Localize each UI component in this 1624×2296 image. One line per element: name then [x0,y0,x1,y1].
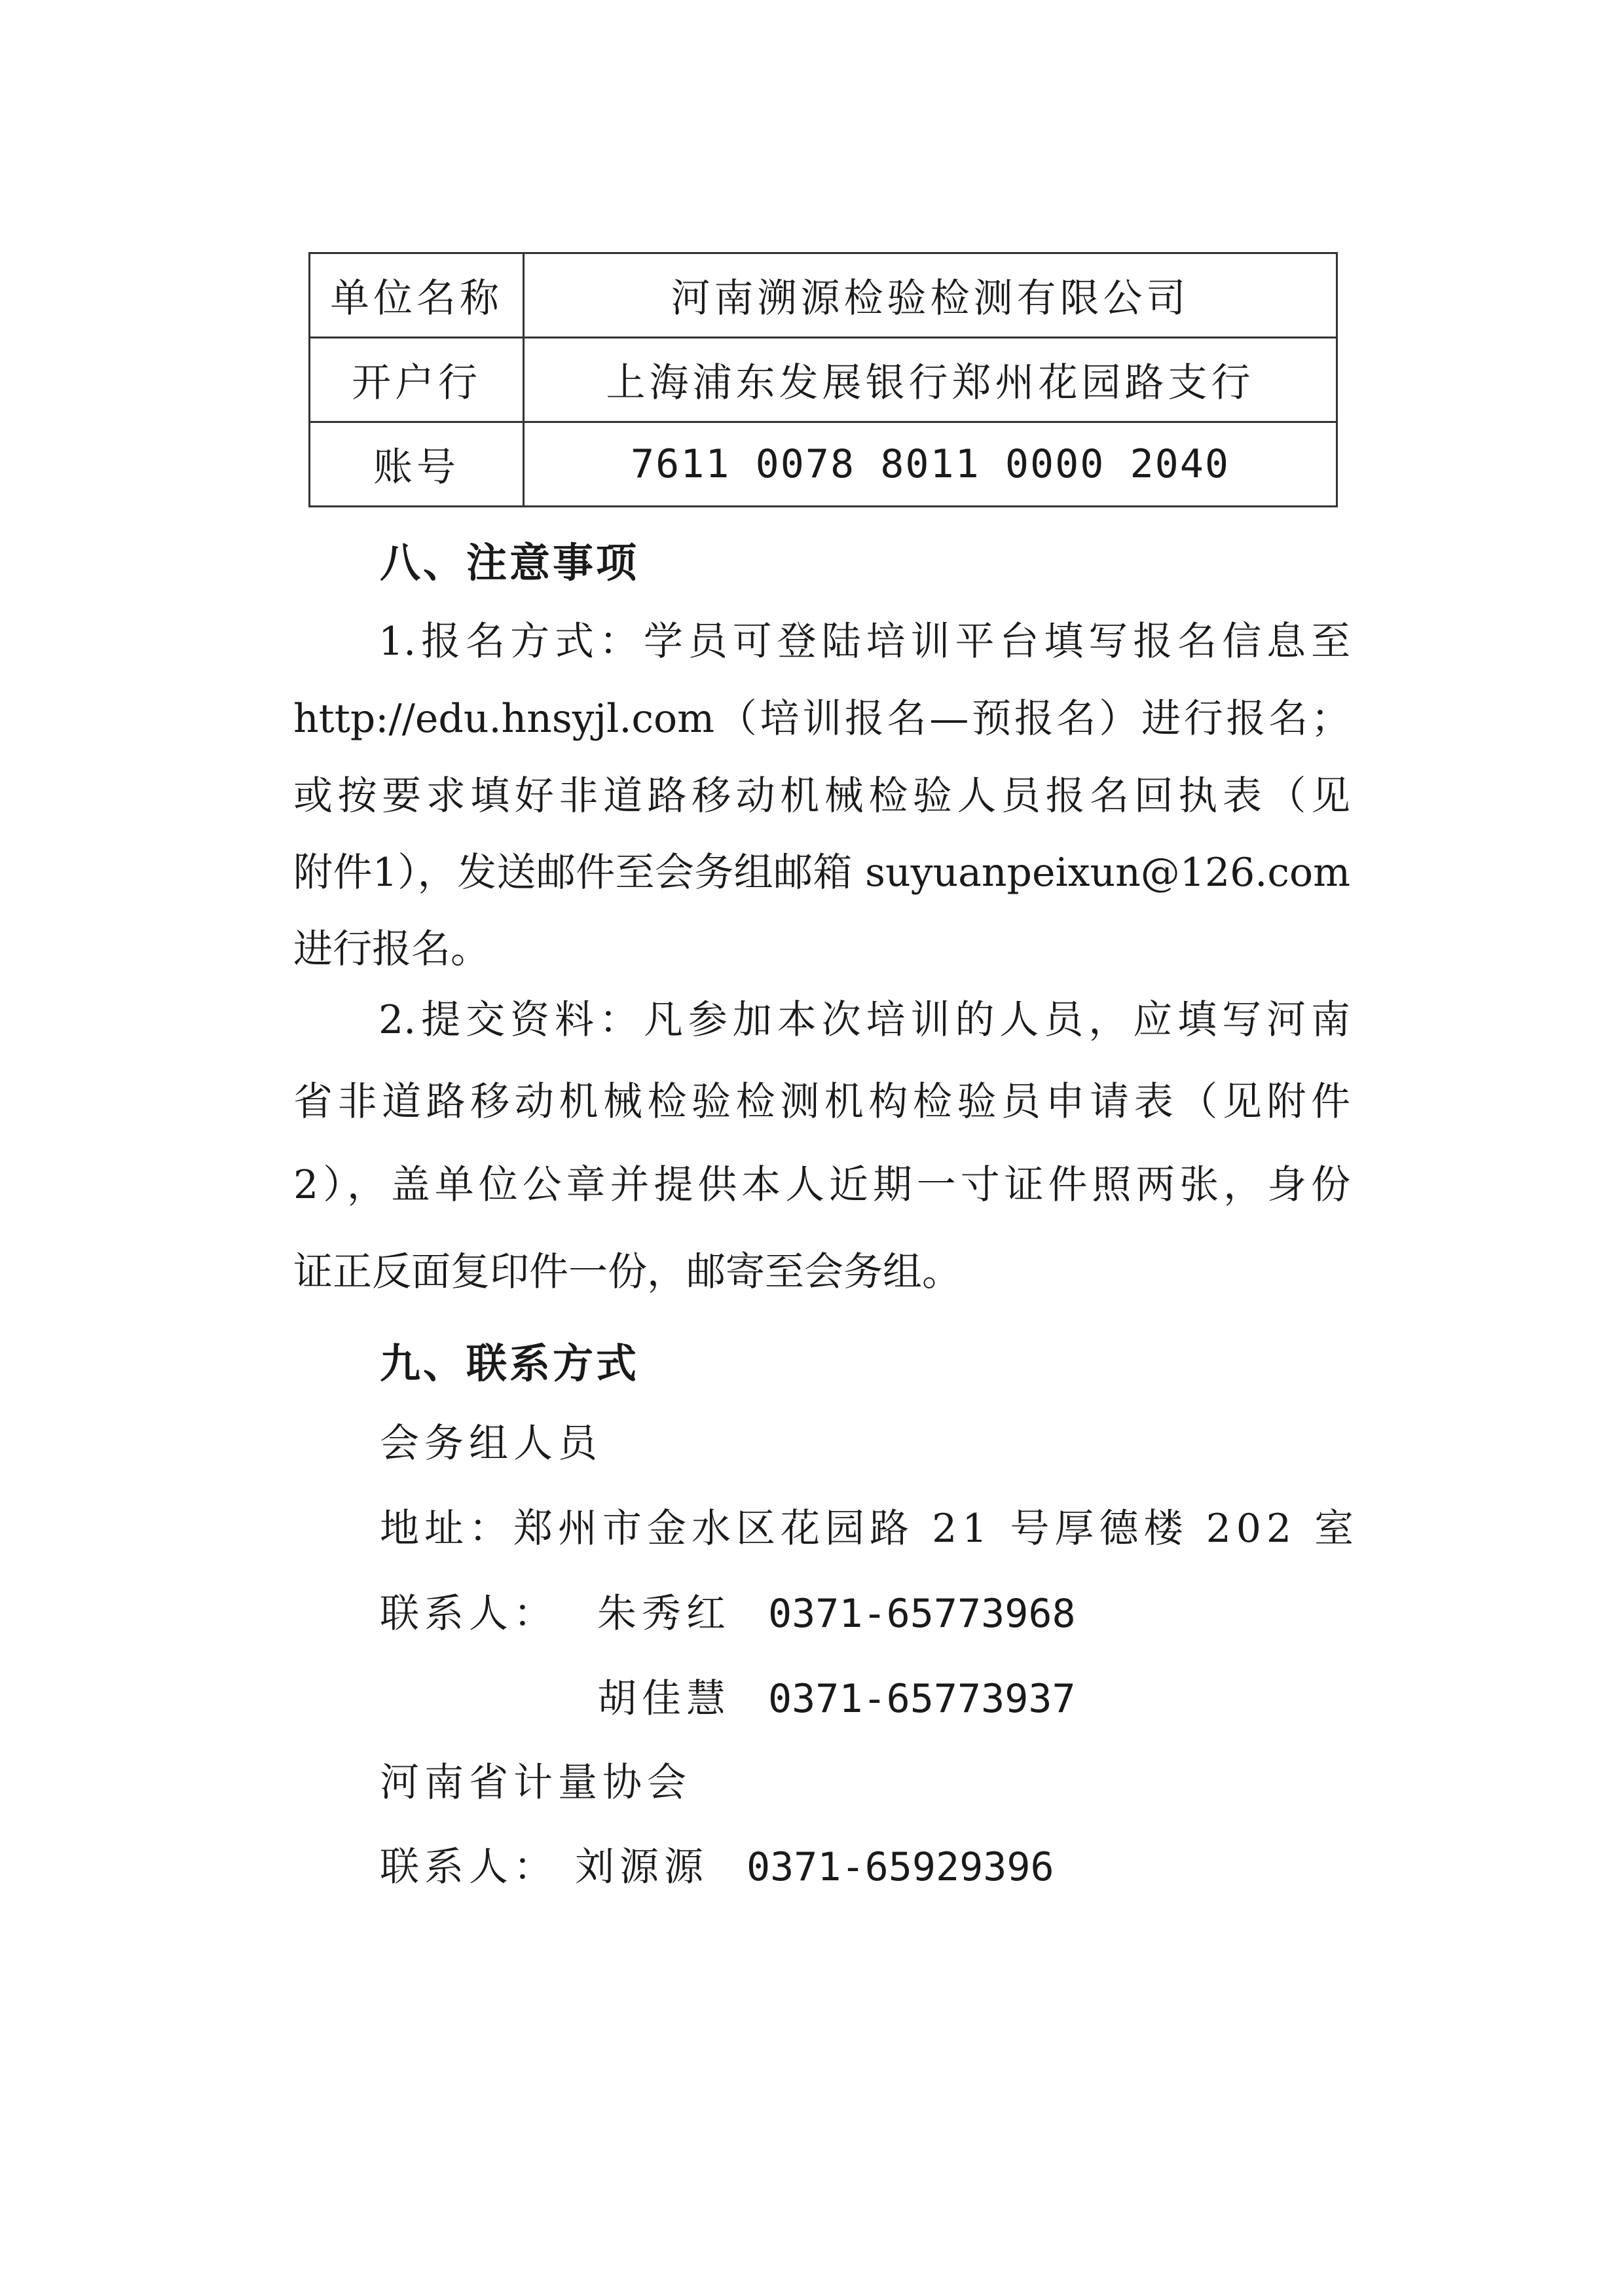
bank-account-table [308,252,1338,507]
paragraph-line: 进行报名。 [293,926,490,972]
paragraph-line: 2.提交资料：凡参加本次培训的人员，应填写河南 [378,997,1350,1043]
address-label: 地址： [380,1506,513,1552]
paragraph-line: 证正反面复印件一份，邮寄至会务组。 [293,1249,961,1295]
contact-phone: 0371-65773968 [768,1591,1076,1637]
table-row [310,422,1337,507]
table-cell-label: 开户行 [310,338,524,422]
contact-name: 朱秀红 [597,1591,731,1637]
paragraph-line: 或按要求填好非道路移动机械检验人员报名回执表（见 [293,773,1350,819]
address-value: 郑州市金水区花园路 21 号厚德楼 202 室 [513,1506,1359,1552]
paragraph-line: 省非道路移动机械检验检测机构检验员申请表（见附件 [293,1079,1350,1125]
contact-phone: 0371-65773937 [768,1676,1076,1722]
group-title: 会务组人员 [380,1421,602,1467]
association-contact-name: 刘源源 [575,1844,709,1890]
table-cell-value: 上海浦东发展银行郑州花园路支行 [524,338,1337,422]
contact-name: 胡佳慧 [597,1676,731,1722]
association-contact-label: 联系人： [380,1844,558,1890]
section-heading-notes: 八、注意事项 [380,539,640,587]
table-row [310,253,1337,338]
paragraph-line: http://edu.hnsyjl.com（培训报名—预报名）进行报名； [293,696,1350,742]
table-row [310,338,1337,422]
table-cell-label: 单位名称 [310,253,524,338]
association-name: 河南省计量协会 [380,1760,692,1806]
section-heading-contact: 九、联系方式 [380,1339,640,1387]
paragraph-line: 1.报名方式：学员可登陆培训平台填写报名信息至 [378,619,1350,665]
paragraph-line: 2），盖单位公章并提供本人近期一寸证件照两张，身份 [293,1162,1350,1208]
table-cell-value: 河南溯源检验检测有限公司 [524,253,1337,338]
table-cell-value: 7611 0078 8011 0000 2040 [524,422,1337,507]
table-cell-label: 账号 [310,422,524,507]
address-line [380,1503,1359,1555]
paragraph-line: 附件1），发送邮件至会务组邮箱 suyuanpeixun@126.com [293,850,1350,896]
association-contact-phone: 0371-65929396 [747,1844,1054,1890]
contact-label: 联系人： [380,1591,558,1637]
